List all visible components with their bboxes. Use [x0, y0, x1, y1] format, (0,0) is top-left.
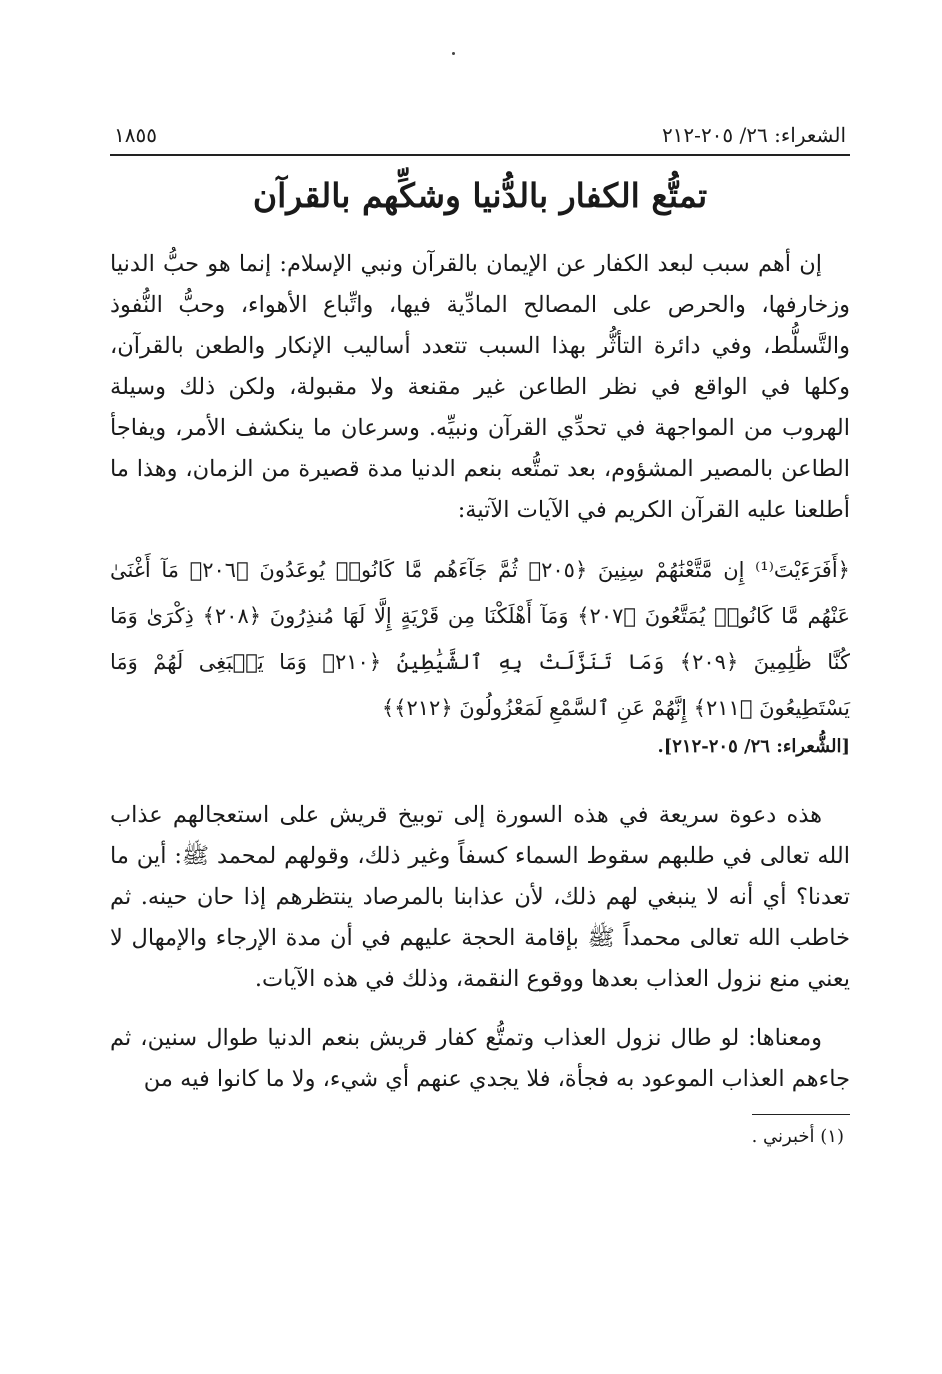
footnote: (١) أخبرني .: [751, 1126, 844, 1147]
section-title: تمتُّع الكفار بالدُّنيا وشكِّهم بالقرآن: [252, 176, 708, 215]
scan-dot: [452, 52, 455, 55]
paragraph-gap: [110, 1000, 850, 1018]
commentary-paragraph: هذه دعوة سريعة في هذه السورة إلى توبيخ قريش على استعجالهم عذاب الله تعالى في طلبهم سقوط السماء كسفاً وغير ذلك، وقولهم لمحمد ﷺ: أين ما تعدنا؟ أي أنه لا ينبغي لهم ذلك، لأن عذابنا بالمرصاد ينتظرهم إذا حان حينه. ثم خاطب الله تعالى محمداً ﷺ بإقامة الحجة عليهم في أن مدة الإرجاء والإمهال لا يعني منع نزول العذاب بعدها ووقوع النقمة، وذلك في هذه الآيات.: [110, 802, 850, 992]
page-number: ١٨٥٥: [114, 123, 157, 147]
verses-citation: [الشُّعراء: ٢٦/ ٢٠٥-٢١٢].: [657, 736, 850, 757]
footnote-divider: [752, 1114, 850, 1115]
page: [110, 120, 850, 1151]
intro-paragraph: إن أهم سبب لبعد الكفار عن الإيمان بالقرآن ونبي الإسلام: إنما هو حبُّ الدنيا وزخارفها، والحرص على المصالح المادِّية فيها، واتِّباع الأهواء، وحبُّ النُّفوذ والتَّسلُّط، وفي دائرة التأثُّر بهذا السبب تتعدد أساليب الإنكار والطعن بالقرآن، وكلها في الواقع في نظر الطاعن غير مقنعة ولا مقبولة، ولكن ذلك وسيلة الهروب من المواجهة في تحدِّي القرآن ونبيِّه. وسرعان ما ينكشف الأمر، ويفاجأ الطاعن بالمصير المشؤوم، بعد تمتُّعه بنعم الدنيا مدة قصيرة من الزمان، وهذا ما أطلعنا عليه القرآن الكريم في الآيات الآتية:: [110, 251, 850, 523]
quran-verses: ﴿أَفَرَءَيْتَ⁽¹⁾ إِن مَّتَّعْنَٰهُمْ سِنِينَ ﴿٢٠٥﴾ ثُمَّ جَآءَهُم مَّا كَانُوا۟ يُوعَدُونَ ﴿٢٠٦﴾ مَآ أَغْنَىٰ عَنْهُم مَّا كَانُوا۟ يُمَتَّعُونَ ﴿٢٠٧﴾ وَمَآ أَهْلَكْنَا مِن قَرْيَةٍ إِلَّا لَهَا مُنذِرُونَ ﴿٢٠٨﴾ ذِكْرَىٰ وَمَا كُنَّا ظَٰلِمِينَ ﴿٢٠٩﴾ وَمَا تَنَزَّلَتْ بِهِ ٱلشَّيَٰطِينُ ﴿٢١٠﴾ وَمَا يَنۢبَغِى لَهُمْ وَمَا يَسْتَطِيعُونَ ﴿٢١١﴾ إِنَّهُمْ عَنِ ٱلسَّمْعِ لَمَعْزُولُونَ ﴿٢١٢﴾﴾: [110, 558, 851, 720]
running-header: [110, 120, 850, 156]
meaning-paragraph: ومعناها: لو طال نزول العذاب وتمتُّع كفار قريش بنعم الدنيا طوال سنين، ثم جاءهم العذاب الموعود به فجأة، فلا يجدي عنهم أي شيء، ولا ما كانوا فيه من: [110, 1025, 850, 1092]
surah-reference: الشعراء: ٢٦/ ٢٠٥-٢١٢: [661, 123, 846, 147]
